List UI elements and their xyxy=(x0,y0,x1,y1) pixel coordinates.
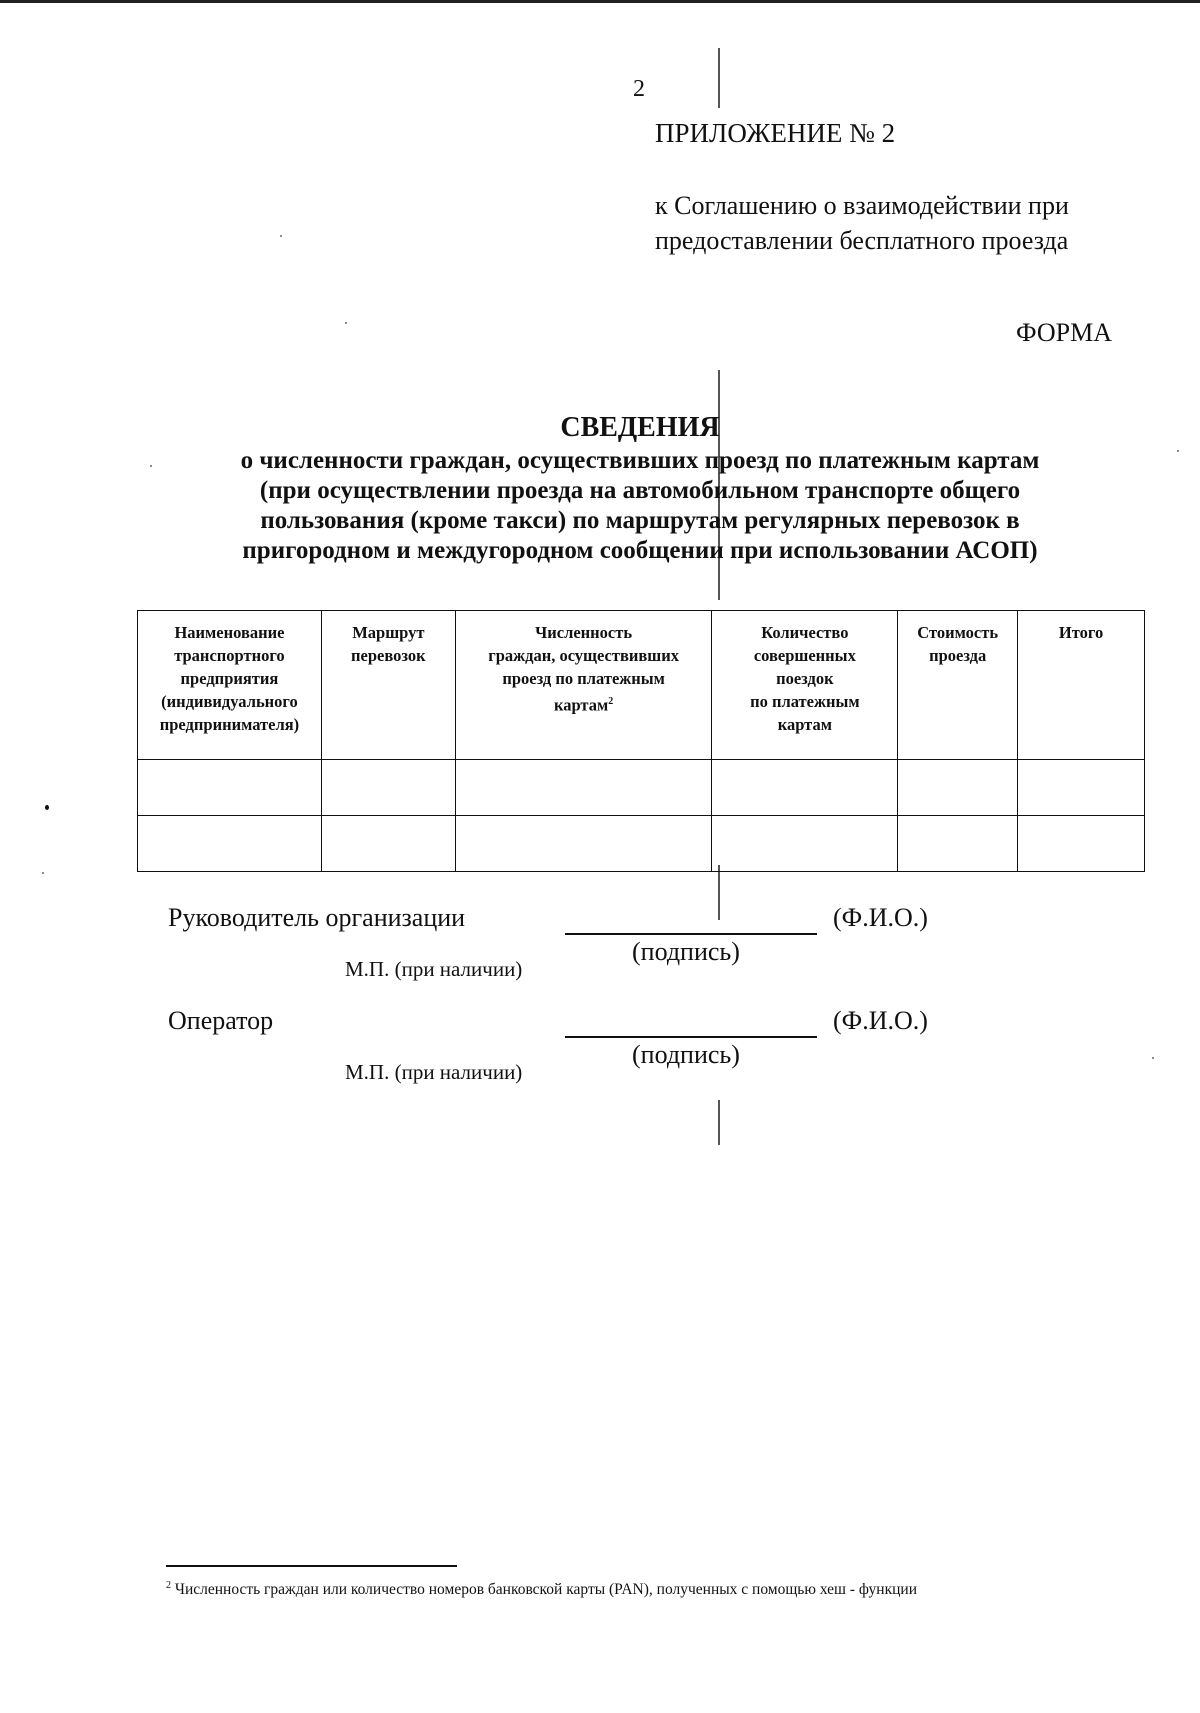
scan-speck xyxy=(345,322,347,324)
head-fio-label: (Ф.И.О.) xyxy=(833,903,928,932)
column-header-fare: Стоимость проезда xyxy=(898,611,1018,760)
document-subtitle-line: о численности граждан, осуществивших проезд по платежным картам xyxy=(240,447,1040,474)
fold-line xyxy=(718,1100,720,1145)
footnote xyxy=(166,1580,917,1599)
appendix-subtitle xyxy=(655,188,1069,258)
appendix-subtitle-line: к Соглашению о взаимодействии при xyxy=(655,191,1069,220)
scan-speck xyxy=(150,465,152,467)
fold-line xyxy=(718,865,720,920)
table-cell xyxy=(321,760,455,816)
table-cell xyxy=(321,816,455,872)
scan-top-edge xyxy=(0,0,1200,3)
table-header-row xyxy=(138,611,1145,760)
footnote-marker: 2 xyxy=(608,696,614,707)
scan-speck xyxy=(42,872,44,874)
table-cell xyxy=(1018,816,1145,872)
fold-line xyxy=(718,48,720,108)
table-cell xyxy=(455,760,712,816)
operator-signature-line xyxy=(565,1036,817,1038)
appendix-subtitle-line: предоставлении бесплатного проезда xyxy=(655,226,1069,255)
scan-speck xyxy=(1152,1057,1154,1059)
head-of-organization-label: Руководитель организации xyxy=(168,903,466,932)
table-cell xyxy=(455,816,712,872)
table-row xyxy=(138,760,1145,816)
scan-speck xyxy=(280,235,282,237)
table-cell xyxy=(712,760,898,816)
page-number: 2 xyxy=(633,76,645,102)
table-cell xyxy=(898,760,1018,816)
head-signature-line xyxy=(565,933,817,935)
operator-stamp-note: М.П. (при наличии) xyxy=(345,1060,523,1084)
report-table xyxy=(137,610,1145,872)
column-header-passengers: Численность граждан, осуществивших проезд по платежным картам$^2$ xyxy=(455,611,712,760)
table-cell xyxy=(898,816,1018,872)
table-row xyxy=(138,816,1145,872)
scan-speck xyxy=(45,805,49,810)
table-cell xyxy=(138,816,322,872)
appendix-title: ПРИЛОЖЕНИЕ № 2 xyxy=(655,118,896,148)
table-cell xyxy=(138,760,322,816)
footnote-rule xyxy=(166,1565,457,1567)
column-header-company: Наименование транспортного предприятия (индивидуального предпринимателя) xyxy=(138,611,322,760)
document-subtitle-line: пользования (кроме такси) по маршрутам регулярных перевозок в xyxy=(260,507,1020,534)
form-label: ФОРМА xyxy=(1016,318,1112,347)
document-title: СВЕДЕНИЯ xyxy=(560,412,720,443)
operator-label: Оператор xyxy=(168,1006,274,1035)
column-header-total: Итого xyxy=(1018,611,1145,760)
head-stamp-note: М.П. (при наличии) xyxy=(345,957,523,981)
operator-fio-label: (Ф.И.О.) xyxy=(833,1006,928,1035)
document-subtitle xyxy=(140,446,1140,566)
scan-speck xyxy=(1177,450,1179,452)
head-signature-caption: (подпись) xyxy=(632,937,740,966)
table-cell xyxy=(712,816,898,872)
column-header-trips: Количество совершенных поездок по платежным картам xyxy=(712,611,898,760)
footnote-mark: 2 xyxy=(166,1580,171,1591)
operator-signature-caption: (подпись) xyxy=(632,1040,740,1069)
document-subtitle-line: пригородном и междугородном сообщении при использовании АСОП) xyxy=(242,537,1038,564)
table-cell xyxy=(1018,760,1145,816)
column-header-route: Маршрут перевозок xyxy=(321,611,455,760)
document-subtitle-line: (при осуществлении проезда на автомобильном транспорте общего xyxy=(259,477,1021,504)
footnote-text: Численность граждан или количество номеров банковской карты (PAN), полученных с помощью хеш - функции xyxy=(174,1581,918,1599)
